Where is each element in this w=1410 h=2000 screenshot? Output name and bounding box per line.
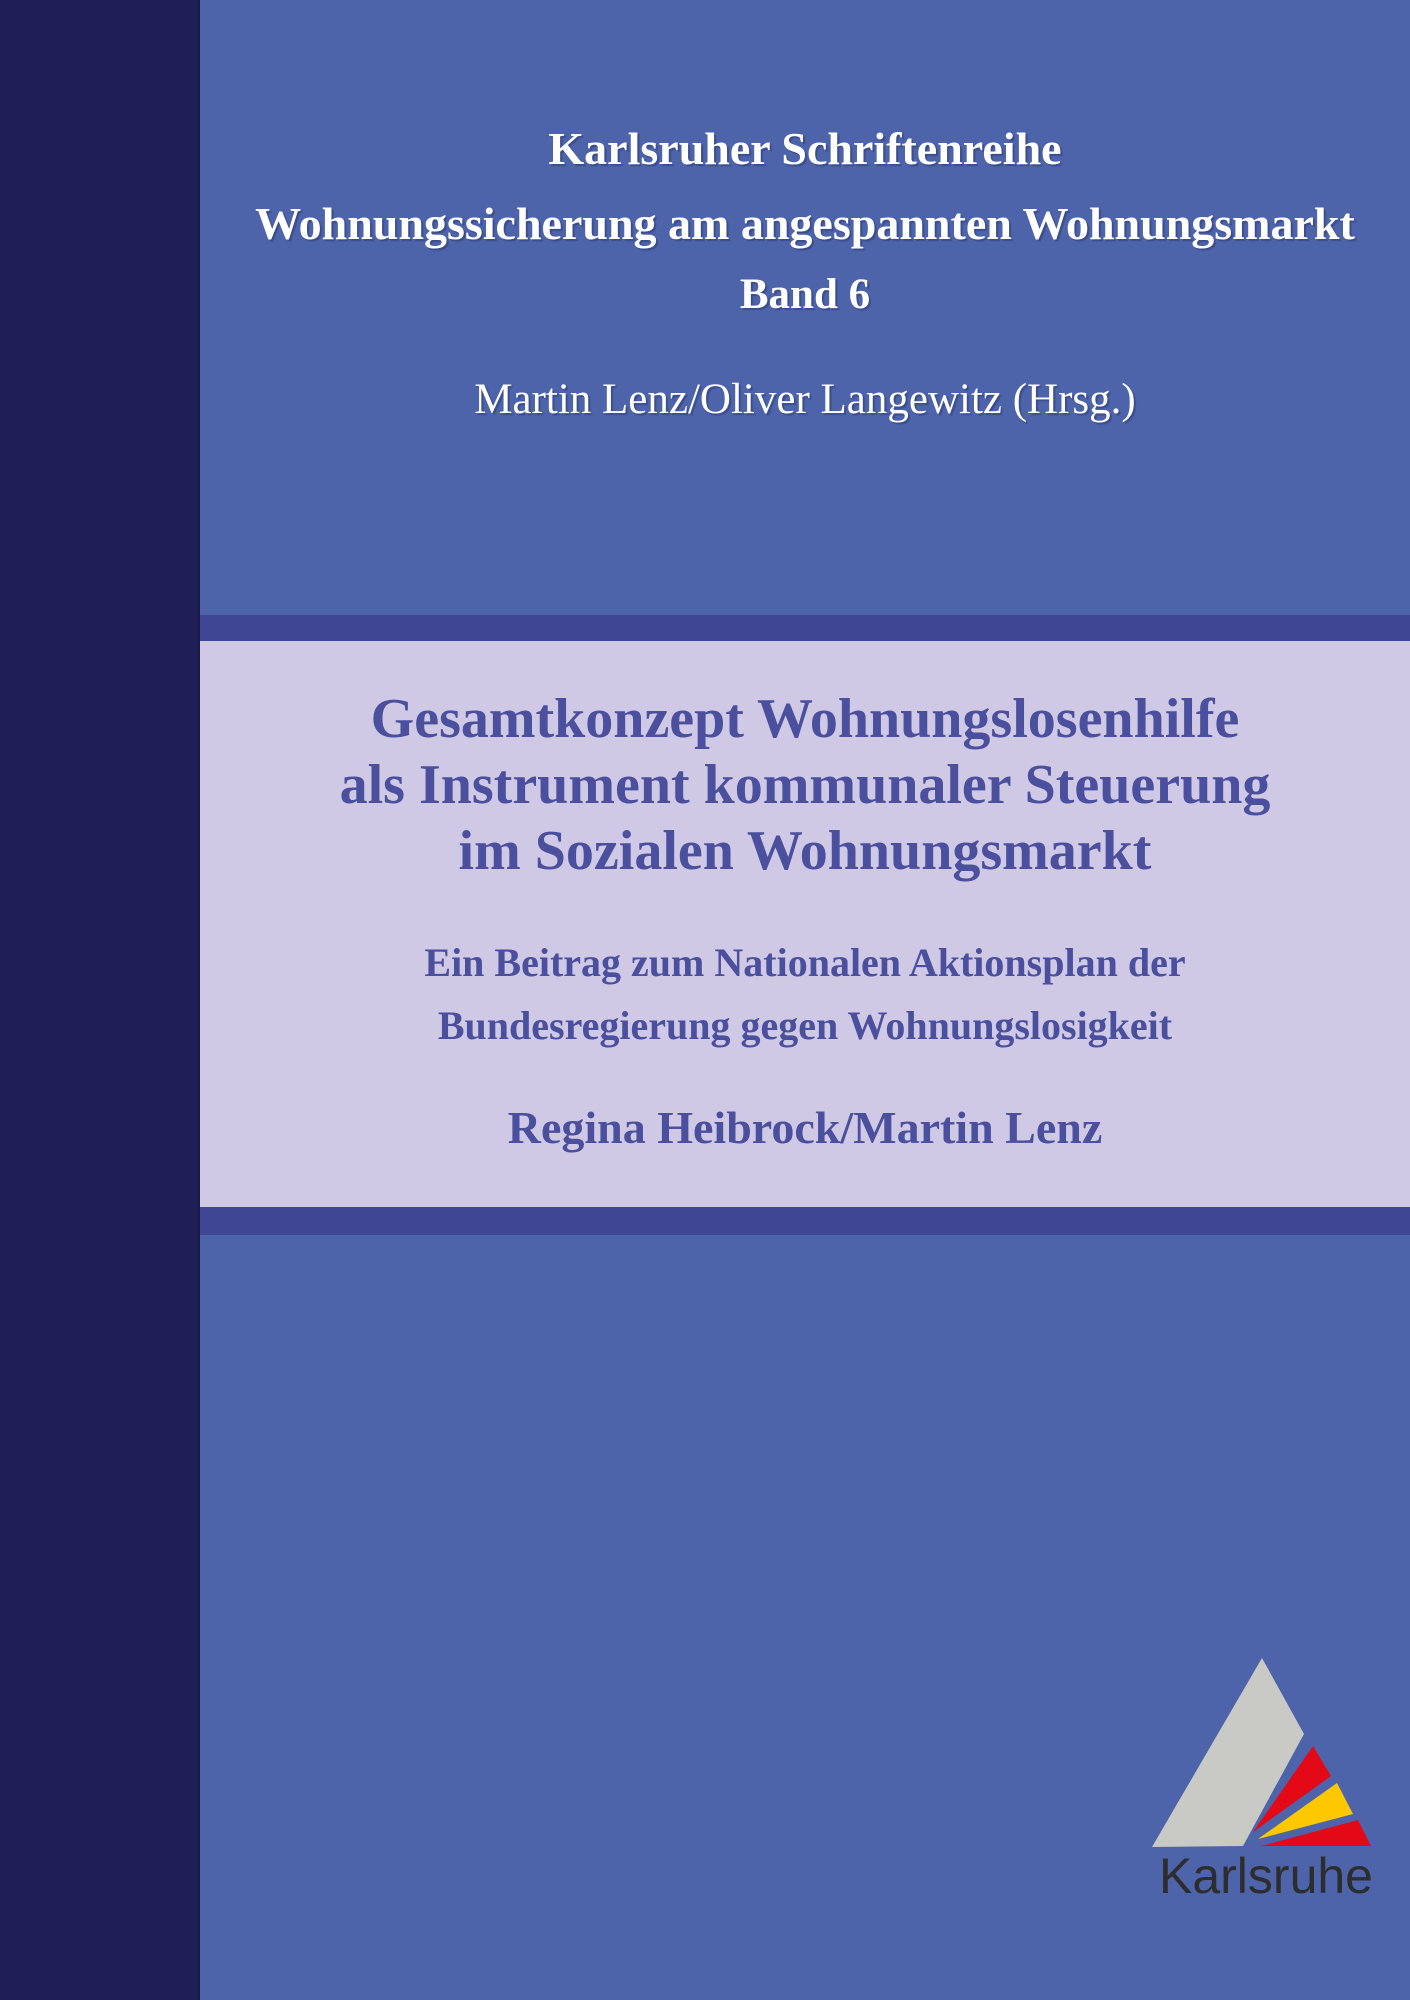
cover-front bbox=[200, 0, 1410, 2000]
book-title-line2: als Instrument kommunaler Steuerung bbox=[339, 754, 1271, 816]
logo-wordmark: Karlsruhe bbox=[1159, 1848, 1373, 1904]
accent-bar-top bbox=[200, 615, 1410, 641]
series-title-line1: Karlsruher Schriftenreihe bbox=[548, 123, 1062, 174]
series-title-line2: Wohnungssicherung am angespannten Wohnungsmarkt bbox=[255, 198, 1355, 249]
book-subtitle-line2: Bundesregierung gegen Wohnungslosigkeit bbox=[437, 1003, 1173, 1048]
series-volume: Band 6 bbox=[739, 271, 871, 318]
accent-bar-bottom bbox=[200, 1207, 1410, 1235]
book-spine bbox=[0, 0, 200, 2000]
karlsruhe-logo bbox=[1100, 1620, 1410, 1940]
book-title-line1: Gesamtkonzept Wohnungslosenhilfe bbox=[370, 688, 1240, 750]
book-title-line3: im Sozialen Wohnungsmarkt bbox=[458, 820, 1152, 882]
book-subtitle-line1: Ein Beitrag zum Nationalen Aktionsplan der bbox=[424, 940, 1186, 985]
book-authors: Regina Heibrock/Martin Lenz bbox=[507, 1102, 1103, 1153]
title-panel bbox=[200, 641, 1410, 1207]
series-editors: Martin Lenz/Oliver Langewitz (Hrsg.) bbox=[474, 376, 1136, 423]
logo-pyramid-icon bbox=[1152, 1658, 1304, 1847]
